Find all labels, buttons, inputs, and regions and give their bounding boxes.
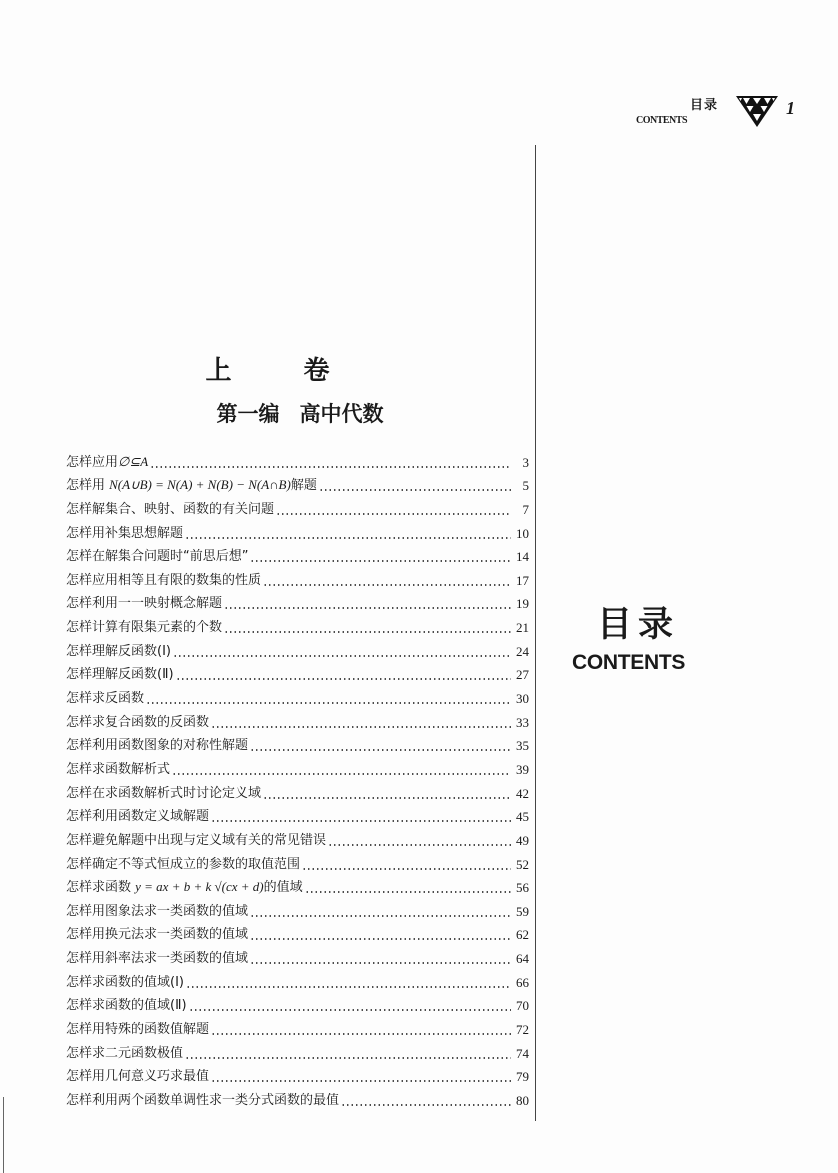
toc-entry-title-text: 怎样用: [66, 478, 110, 494]
toc-entry-title-text: 怎样用特殊的函数值解题: [66, 1022, 210, 1038]
toc-entry-page: 24: [516, 643, 529, 659]
toc-entry-title-text: 怎样用斜率法求一类函数的值域: [66, 951, 249, 967]
toc-entry-title: [66, 760, 170, 779]
toc-entry-title-text: 怎样解集合、映射、函数的有关问题: [66, 501, 275, 517]
toc-entry[interactable]: [66, 637, 529, 661]
toc-entry-title: [66, 925, 248, 944]
toc-entry-title: [66, 1067, 209, 1086]
toc-entry[interactable]: [66, 590, 529, 614]
toc-entry-title-text: 怎样利用函数定义域解题: [66, 809, 210, 825]
toc-leader-dots: [172, 773, 511, 775]
toc-entry-page: 62: [516, 927, 529, 943]
toc-entry-title: [66, 784, 261, 803]
toc-entry-page: 30: [516, 691, 529, 707]
toc-entry-title-text: 怎样求复合函数的反函数: [66, 714, 210, 730]
toc-entry[interactable]: [66, 897, 529, 921]
toc-entry-title: [66, 618, 222, 637]
toc-entry[interactable]: [66, 543, 529, 567]
toc-leader-dots: [211, 1080, 511, 1082]
volume-title: [0, 350, 535, 387]
toc-entry[interactable]: [66, 661, 529, 685]
toc-entry[interactable]: [66, 968, 529, 992]
toc-entry-page: 52: [516, 856, 529, 872]
toc-leader-dots: [189, 1009, 511, 1011]
toc-entry-title-text: 怎样在求函数解析式时讨论定义域: [66, 785, 262, 801]
toc-entry-page: 45: [516, 809, 529, 825]
toc-leader-dots: [150, 466, 511, 468]
column-divider: [535, 145, 536, 1121]
toc-leader-dots: [173, 655, 511, 657]
toc-leader-dots: [176, 678, 511, 680]
part-name: 高中代数: [299, 401, 384, 426]
toc-leader-dots: [185, 1057, 511, 1059]
toc-entry-title-text: 怎样求函数的值域(Ⅱ): [66, 998, 187, 1014]
toc-entry-title-text: 怎样应用相等且有限的数集的性质: [66, 572, 262, 588]
toc-leader-dots: [211, 1033, 511, 1035]
toc-entry-title-text: 怎样求函数的值域(Ⅰ): [66, 974, 184, 990]
toc-entry-math: ∅⊆A: [118, 453, 149, 469]
toc-entry[interactable]: [66, 779, 529, 803]
toc-entry-title-suffix: 解题: [290, 478, 317, 494]
toc-entry-title: [66, 1044, 183, 1063]
toc-entry[interactable]: [66, 684, 529, 708]
toc-entry[interactable]: [66, 1039, 529, 1063]
toc-leader-dots: [250, 560, 511, 562]
toc-entry-page: 14: [516, 549, 529, 565]
toc-entry-title: [66, 1091, 339, 1110]
toc-entry-title: [66, 878, 303, 897]
toc-entry-page: 17: [516, 572, 529, 588]
toc-entry-title: [66, 642, 171, 661]
toc-entry-page: 3: [522, 454, 529, 470]
toc-entry-page: 42: [516, 785, 529, 801]
toc-entry-math: N(A∪B) = N(A) + N(B) − N(A∩B): [109, 477, 291, 493]
toc-entry[interactable]: [66, 566, 529, 590]
toc-entry[interactable]: [66, 519, 529, 543]
toc-leader-dots: [305, 891, 511, 893]
toc-entry-title: [66, 1020, 209, 1039]
toc-entry-title: [66, 949, 248, 968]
toc-entry-title: [66, 500, 274, 519]
toc-entry-page: 74: [516, 1045, 529, 1061]
toc-entry[interactable]: [66, 755, 529, 779]
toc-entry[interactable]: [66, 495, 529, 519]
toc-leader-dots: [146, 702, 511, 704]
page-edge-line: [3, 1097, 4, 1173]
toc-entry-page: 66: [516, 974, 529, 990]
toc-entry-title-text: 怎样求函数: [66, 880, 136, 896]
toc-entry[interactable]: [66, 874, 529, 898]
toc-entry-title-text: 怎样求函数解析式: [66, 761, 171, 777]
toc-entry[interactable]: [66, 921, 529, 945]
toc-entry-title-text: 怎样用几何意义巧求最值: [66, 1069, 210, 1085]
volume-char-2: 卷: [303, 356, 330, 386]
side-title-cn: 目录: [597, 605, 680, 645]
toc-leader-dots: [250, 962, 511, 964]
toc-leader-dots: [250, 938, 511, 940]
toc-entry-title-text: 怎样应用: [66, 454, 119, 470]
header-section-en: CONTENTS: [636, 115, 688, 126]
toc-entry[interactable]: [66, 850, 529, 874]
toc-entry-title-text: 怎样利用一一映射概念解题: [66, 596, 223, 612]
toc-entry-title-text: 怎样在解集合问题时“前思后想”: [66, 549, 249, 565]
toc-leader-dots: [211, 726, 511, 728]
part-label: 第一编: [216, 401, 280, 426]
toc-entry-title-text: 怎样计算有限集元素的个数: [66, 620, 223, 636]
toc-entry-page: 7: [522, 501, 529, 517]
toc-entry[interactable]: [66, 1063, 529, 1087]
toc-entry-page: 21: [516, 620, 529, 636]
toc-entry-page: 59: [516, 903, 529, 919]
toc-entry-page: 49: [516, 832, 529, 848]
toc-entry-math: y = ax + b + k √(cx + d): [135, 879, 264, 895]
page-header: [630, 90, 830, 130]
toc-entry-title: [66, 476, 317, 495]
toc-entry-page: 5: [522, 478, 529, 494]
page-number: 1: [786, 98, 795, 118]
toc-entry-title: [66, 807, 209, 826]
toc-leader-dots: [250, 749, 511, 751]
toc-entry-page: 64: [516, 951, 529, 967]
toc-leader-dots: [341, 1104, 511, 1106]
toc-entry-title: [66, 736, 248, 755]
toc-entry[interactable]: [66, 708, 529, 732]
triangle-logo-icon: [735, 94, 779, 128]
toc-entry-title-text: 怎样求二元函数极值: [66, 1045, 184, 1061]
toc-entry[interactable]: [66, 448, 529, 472]
toc-leader-dots: [263, 584, 511, 586]
toc-entry-title: [66, 453, 148, 472]
toc-entry-title: [66, 547, 248, 566]
toc-leader-dots: [263, 797, 511, 799]
toc-entry-page: 79: [516, 1069, 529, 1085]
toc-entry-title-text: 怎样用补集思想解题: [66, 525, 184, 541]
toc-entry-page: 33: [516, 714, 529, 730]
toc-leader-dots: [276, 513, 511, 515]
toc-entry-page: 80: [516, 1092, 529, 1108]
toc-entry[interactable]: [66, 1086, 529, 1110]
toc-leader-dots: [250, 915, 511, 917]
toc-entry-page: 39: [516, 761, 529, 777]
toc-entry[interactable]: [66, 732, 529, 756]
toc-leader-dots: [224, 631, 511, 633]
volume-char-1: 上: [205, 356, 232, 386]
toc-entry-title-text: 怎样利用两个函数单调性求一类分式函数的最值: [66, 1092, 340, 1108]
toc-entry-title-text: 怎样利用函数图象的对称性解题: [66, 738, 249, 754]
toc-entry-page: 35: [516, 738, 529, 754]
toc-entry-title-text: 怎样理解反函数(Ⅰ): [66, 643, 171, 659]
side-title-en: CONTENTS: [572, 651, 686, 674]
toc-entry-title-text: 怎样用换元法求一类函数的值域: [66, 927, 249, 943]
toc-entry-title: [66, 996, 187, 1015]
toc-entry-title: [66, 665, 174, 684]
toc-leader-dots: [211, 820, 511, 822]
toc-leader-dots: [186, 986, 511, 988]
toc-entry-title: [66, 713, 209, 732]
toc-entry[interactable]: [66, 472, 529, 496]
toc-entry-title: [66, 524, 183, 543]
toc-entry-title: [66, 902, 248, 921]
toc-entry-title-text: 怎样用图象法求一类函数的值域: [66, 903, 249, 919]
toc-entry-title-suffix: 的值域: [263, 880, 303, 896]
toc-entry[interactable]: [66, 613, 529, 637]
toc-entry-page: 70: [516, 998, 529, 1014]
toc-entry-title: [66, 855, 300, 874]
toc-entry-title-text: 怎样理解反函数(Ⅱ): [66, 667, 174, 683]
toc-entry-title: [66, 973, 184, 992]
toc-entry-page: 19: [516, 596, 529, 612]
toc-entry-page: 10: [516, 525, 529, 541]
toc-entry[interactable]: [66, 992, 529, 1016]
toc-entry-title-text: 怎样确定不等式恒成立的参数的取值范围: [66, 856, 301, 872]
toc-leader-dots: [328, 844, 511, 846]
toc-entry[interactable]: [66, 944, 529, 968]
toc-entry-title-text: 怎样求反函数: [66, 691, 145, 707]
part-title: [0, 398, 600, 428]
toc-entry[interactable]: [66, 1015, 529, 1039]
toc-entry-page: 72: [516, 1022, 529, 1038]
toc-entry-title: [66, 571, 261, 590]
toc-leader-dots: [302, 868, 511, 870]
toc-entry-title: [66, 594, 222, 613]
toc-entry-title: [66, 689, 144, 708]
toc-leader-dots: [185, 537, 511, 539]
toc-entry-page: 27: [516, 667, 529, 683]
toc-entry-page: 56: [516, 880, 529, 896]
toc-entry[interactable]: [66, 803, 529, 827]
header-section-cn: 目录: [690, 98, 719, 113]
toc-entry[interactable]: [66, 826, 529, 850]
toc-entry-title-text: 怎样避免解题中出现与定义域有关的常见错误: [66, 832, 327, 848]
toc-leader-dots: [224, 607, 511, 609]
table-of-contents: [66, 448, 529, 1110]
toc-entry-title: [66, 831, 326, 850]
toc-leader-dots: [319, 489, 511, 491]
